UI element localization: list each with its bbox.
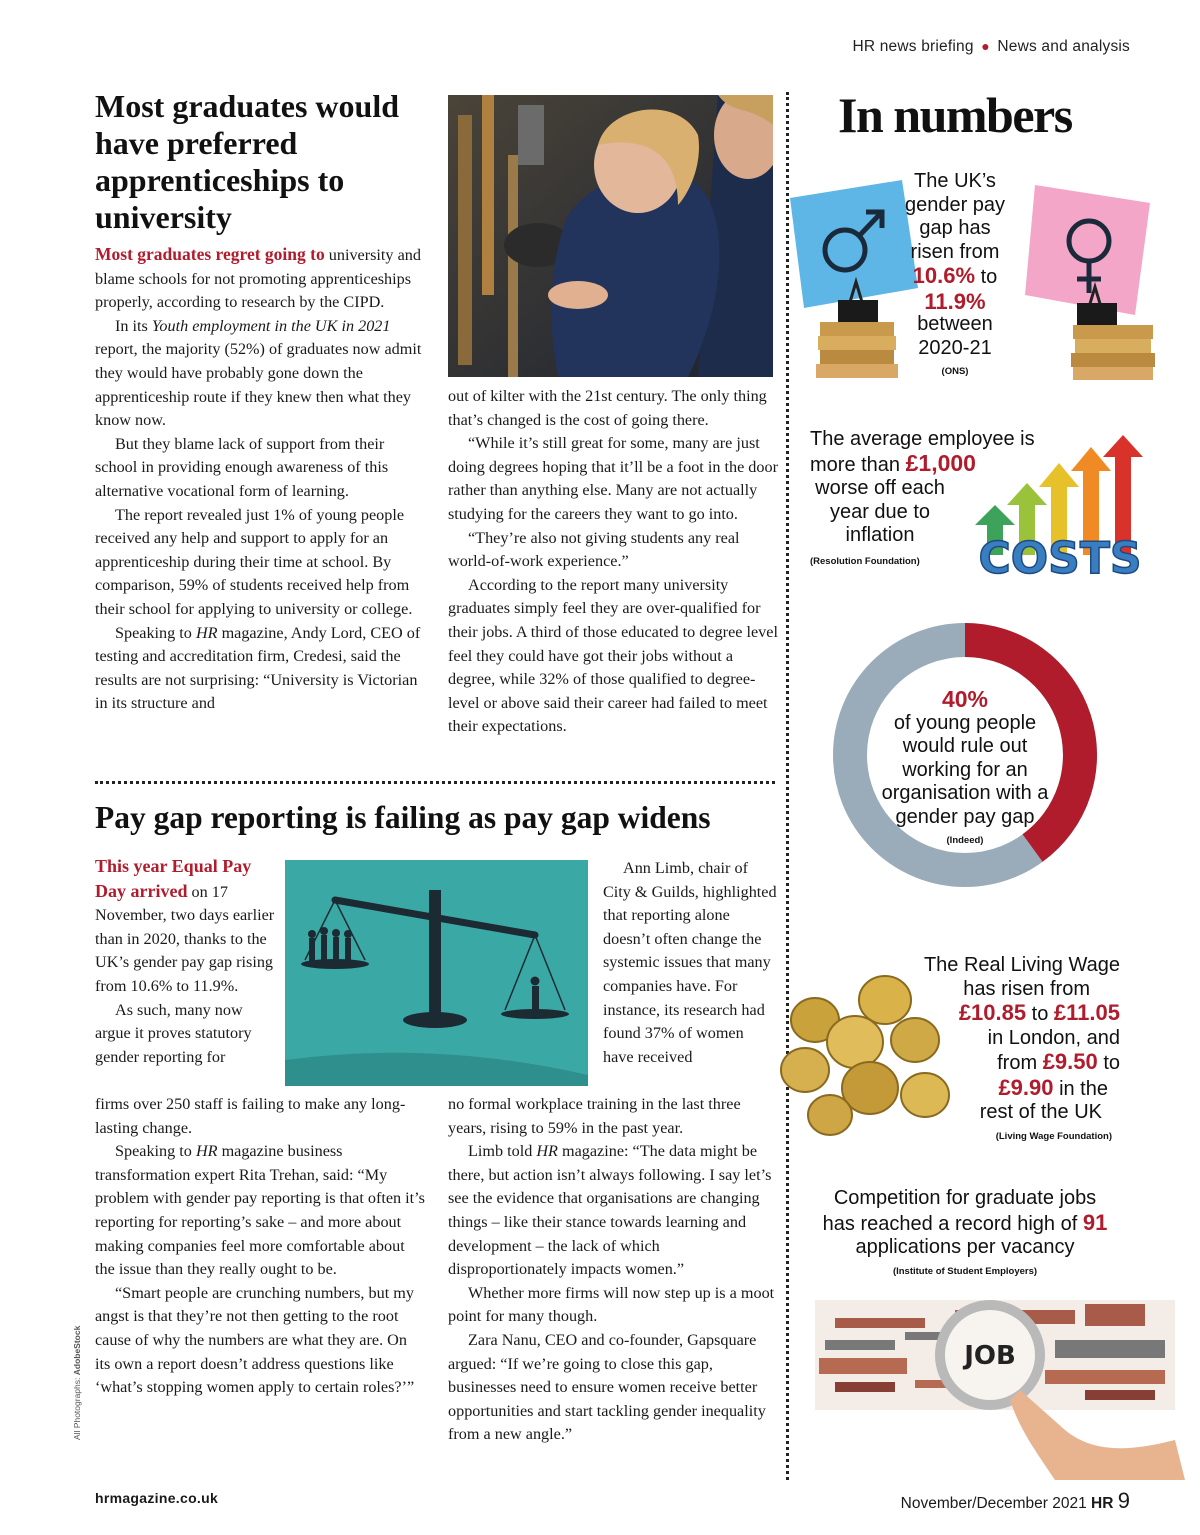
text: report, the majority (52%) of graduates now admit they would have probably gone down the apprenticeship route if they knew then what they know now. [95, 340, 422, 430]
footer-page-number: 9 [1117, 1488, 1130, 1513]
article2-para-4: “Smart people are crunching numbers, but my angst is that they’re not then getting to the root cause of why the numbers are what they are. On its own a report doesn’t address questions like ‘what’s stopping women apply to certain roles?’” [95, 1283, 415, 1397]
stat4-line-2: has risen from [963, 977, 1090, 1000]
female-symbol-note-icon [1025, 175, 1165, 380]
footer-brand: HR [1091, 1495, 1114, 1512]
stat3-line-2: would rule out [902, 735, 1028, 757]
footer-site: hrmagazine.co.uk [95, 1490, 219, 1506]
stat3-line-4: organisation with a [881, 782, 1049, 804]
stat2-line-1: The average employee is [810, 428, 1035, 450]
article2-para-5a: Ann Limb, chair of City & Guilds, highlighted that reporting alone doesn’t often change the systemic issues that many companies have. For instance, its research had found 37% of women have received [603, 859, 777, 1066]
stat3-source: (Indeed) [946, 835, 984, 846]
header-section: HR news briefing [852, 38, 974, 55]
costs-image-text: COSTS [978, 533, 1142, 584]
stat2-line-5: inflation [845, 524, 915, 546]
magazine-name: HR [195, 1142, 218, 1161]
text: magazine, Andy Lord, CEO of testing and accreditation firm, Credesi, said the results are not surprising: “University is Victorian in its structure and [95, 623, 421, 713]
magazine-name: HR [536, 1142, 558, 1161]
article2-headline: Pay gap reporting is failing as pay gap widens [95, 800, 711, 835]
text: Speaking to [115, 623, 196, 642]
photo-credit [72, 1326, 82, 1440]
section-divider [95, 781, 775, 784]
running-header [852, 38, 1130, 56]
stat5-line-3: applications per vacancy [855, 1236, 1075, 1258]
article1-para-7: “While it’s still great for some, many are just doing degrees hoping that it’ll be a foot in the door rather than anything else. Many are not actually studying for the careers they want to go into. [448, 434, 778, 523]
stat4-value-3: £9.50 [1042, 1049, 1098, 1074]
article2-para-6 [448, 1140, 778, 1282]
stat5-value: 91 [1082, 1209, 1108, 1235]
stat1-line-4: risen from [910, 240, 1000, 263]
article1-para-4: The report revealed just 1% of young people received any help and support to apply for an apprenticeship during their time at school. By comparison, 59% of students received help from their school for applying to university or college. [95, 505, 413, 618]
panel-title: In numbers [838, 87, 1072, 143]
stat1-value-to: 11.9% [924, 288, 986, 314]
article2-column-1-narrow [95, 855, 280, 1069]
stat2-source: (Resolution Foundation) [810, 555, 920, 567]
scales-of-justice-icon [285, 860, 588, 1086]
article2-para-2a: As such, many now argue it proves statutory gender reporting for [95, 1000, 252, 1066]
article1-lead: Most graduates regret going to [95, 244, 325, 264]
article1-column-2 [448, 385, 778, 739]
article1-para-1-text: university and blame schools for not promoting apprenticeships properly, according to research by the CIPD. [95, 246, 421, 312]
stat4-values-row [905, 1001, 1120, 1027]
stat1-value-from: 10.6% [912, 263, 976, 288]
article1-para-1 [95, 243, 425, 315]
footer-issue [901, 1488, 1130, 1514]
article2-para-8: Zara Nanu, CEO and co-founder, Gapsquare argued: “If we’re going to close this gap, businesses need to ensure women receive better opportunities and start tackling gender inequality from a new angle.” [448, 1330, 766, 1444]
stat1-line-2: gender pay [904, 193, 1006, 216]
credit-name: AdobeStock [72, 1325, 82, 1376]
article2-para-5b: no formal workplace training in the last three years, rising to 59% in the past year. [448, 1095, 741, 1137]
text: Speaking to [115, 1142, 196, 1161]
credit-prefix: All Photographs: [72, 1375, 82, 1440]
stat4-in-the: in the [1059, 1077, 1108, 1100]
stat-inflation [810, 428, 1070, 573]
stat4-values-row-3 [905, 1076, 1120, 1102]
article1-column-1 [95, 243, 425, 716]
article1-para-8: “They’re also not giving students any real world-of-work experience.” [448, 528, 740, 571]
stat2-line-4: year due to [829, 500, 931, 523]
stat2-line-2 [810, 449, 1070, 478]
stat4-value-4: £9.90 [998, 1074, 1054, 1100]
article1-para-9: According to the report many university graduates simply feel they are over-qualified for their jobs. A third of those educated to degree level feel they could have got their jobs without a degree, while 32% of those qualified to degree-level or above said their career had failed to meet their expectations. [448, 575, 778, 736]
header-subsection: News and analysis [997, 38, 1130, 55]
article1-para-3: But they blame lack of support from their school in providing enough awareness of this alternative vocational form of learning. [95, 434, 389, 500]
article2-para-7: Whether more firms will now step up is a moot point for many though. [448, 1283, 775, 1326]
article1-para-2 [95, 315, 425, 433]
header-bullet-icon: ● [981, 38, 990, 54]
stat2-value: £1,000 [905, 449, 976, 476]
stat1-line-1: The UK’s [914, 170, 996, 192]
article2-column-2-narrow [603, 857, 778, 1069]
magazine-name: HR [195, 623, 218, 642]
article2-para-1-text: on 17 November, two days earlier than in 2020, thanks to the UK’s gender pay gap rising from 10.6% to 11.9%. [95, 882, 275, 995]
article2-para-3 [95, 1140, 425, 1282]
stat5-line-2 [800, 1211, 1130, 1237]
stat1-line-5: between [917, 313, 993, 335]
text: magazine business transformation expert Rita Trehan, said: “My problem with gender pay reporting is that often it’s reporting for reporting’s sake – and more about making companies feel more comfortable about the issue than they really ought to be. [95, 1142, 425, 1279]
stat2-line-3: worse off each [815, 477, 945, 499]
article2-lead: This year Equal Pay Day arrived [95, 856, 252, 901]
article2-column-1 [95, 1093, 425, 1400]
job-word-cloud-image [805, 1280, 1185, 1480]
stat1-line-6: 2020-21 [918, 336, 992, 359]
scales-illustration [285, 860, 588, 1086]
stat-young-people [860, 688, 1070, 853]
stat5-source: (Institute of Student Employers) [892, 1265, 1038, 1277]
article2-para-1 [95, 855, 280, 999]
report-title: Youth employment in the UK in 2021 [151, 316, 391, 335]
article2-para-2b: firms over 250 staff is failing to make any long-lasting change. [95, 1095, 406, 1137]
stat4-values-row-2 [905, 1050, 1120, 1076]
article1-para-6: out of kilter with the 21st century. The only thing that’s changed is the cost of going there. [448, 387, 767, 429]
stat2-line-2-text: more than [810, 453, 901, 476]
stat4-from: from [997, 1052, 1038, 1074]
apprentice-photo-illustration [448, 95, 773, 377]
job-magnifier-text: JOB [964, 1341, 1016, 1371]
text: Limb told [468, 1142, 537, 1161]
text: magazine: “The data might be there, but action isn’t always following. I say let’s see the evidence that organisations are changing things – like their stance towards learning and development – the lack of which disproportionately impacts women.” [448, 1142, 772, 1279]
stat3-line-3: working for an [902, 758, 1028, 781]
stat4-line-3: in London, and [987, 1026, 1120, 1049]
stat1-values-row [895, 264, 1015, 290]
stat4-to-2: to [1103, 1052, 1120, 1074]
apprentice-photo [448, 95, 773, 377]
stat4-source: (Living Wage Foundation) [995, 1130, 1112, 1142]
stat4-to: to [1031, 1003, 1049, 1025]
stat1-line-3: gap has [919, 217, 991, 239]
stat3-value: 40% [941, 686, 989, 712]
article2-column-2 [448, 1093, 778, 1447]
column-divider [786, 92, 789, 1480]
article1-headline: Most graduates would have preferred apprenticeships to university [95, 88, 400, 235]
footer-issue-date: November/December 2021 [900, 1495, 1087, 1512]
stat1-source: (ONS) [941, 366, 969, 377]
stat4-value-1: £10.85 [958, 1000, 1027, 1025]
stat4-value-2: £11.05 [1053, 1000, 1120, 1025]
article1-para-5 [95, 622, 425, 716]
stat3-line-1: of young people [893, 711, 1037, 734]
stat1-to: to [980, 266, 998, 288]
stat5-line-2-text: has reached a record high of [822, 1212, 1078, 1235]
stat5-line-1: Competition for graduate jobs [833, 1187, 1097, 1209]
text: In its [115, 316, 152, 335]
stat3-line-5: gender pay gap [895, 805, 1035, 828]
stat4-line-1: The Real Living Wage [923, 954, 1120, 976]
stat-gender-pay-gap [895, 170, 1015, 384]
stat-graduate-jobs [800, 1187, 1130, 1283]
stat4-line-6: rest of the UK [979, 1101, 1102, 1123]
stat-living-wage [905, 954, 1120, 1148]
